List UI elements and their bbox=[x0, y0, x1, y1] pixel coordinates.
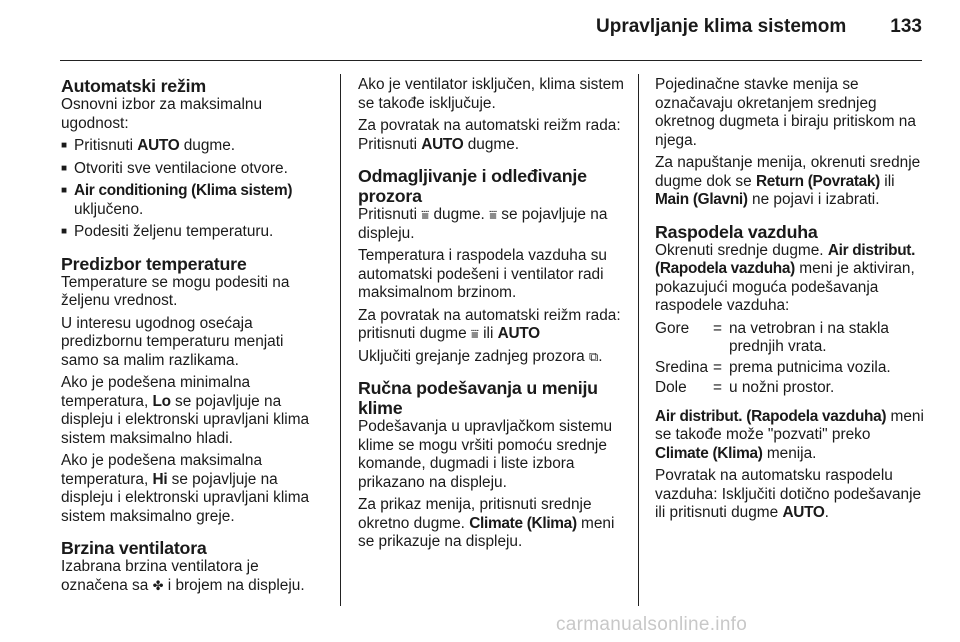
table-value: u nožni prostor. bbox=[729, 379, 835, 396]
list-item: ■ Podesiti željenu temperaturu. bbox=[61, 223, 323, 242]
text: ili bbox=[880, 172, 895, 190]
column-divider-2 bbox=[638, 74, 639, 606]
table-key: Gore bbox=[655, 319, 690, 337]
table-key: Sredina bbox=[655, 358, 709, 376]
paragraph bbox=[61, 452, 323, 526]
text: Za povratak na automatski reižm rada: Pritisnuti bbox=[358, 117, 621, 153]
column-1 bbox=[61, 76, 323, 599]
list-item bbox=[61, 182, 323, 219]
text: Povratak na automatsku raspodelu vazduha: Isključiti dotično podešavanje ili pritisnuti dugme bbox=[655, 467, 922, 521]
text: ili bbox=[478, 325, 498, 342]
text: menija. bbox=[762, 444, 817, 462]
paragraph bbox=[655, 467, 925, 523]
text: Za povratak na automatski reižm rada: pritisnuti dugme bbox=[358, 306, 621, 342]
text: se pojavljuje na displeju i elektronski upravljani klima sistem maksimalno greje. bbox=[61, 470, 310, 525]
text-bold: Air conditioning (Klima sistem) bbox=[74, 182, 293, 199]
paragraph: U interesu ugodnog osećaja predizbornu temperaturu menjati samo sa malim razlikama. bbox=[61, 314, 284, 369]
defrost-icon: ⩸ bbox=[489, 207, 497, 222]
text-bold: Air distribut. (Rapodela vazduha) bbox=[655, 407, 887, 425]
text-bold: Hi bbox=[152, 470, 168, 488]
text: Uključiti grejanje zadnjeg prozora bbox=[358, 347, 589, 365]
paragraph bbox=[655, 408, 925, 464]
table-key: Dole bbox=[655, 379, 687, 396]
text-bold: AUTO bbox=[137, 137, 180, 154]
page-number: 133 bbox=[890, 16, 922, 37]
heading-brzina-ventilatora: Brzina ventilatora bbox=[61, 538, 207, 558]
paragraph: Temperatura i raspodela vazduha su automatski podešeni i ventilator radi maksimalnom brzinom. bbox=[358, 247, 607, 301]
text-bold: Return (Povratak) bbox=[755, 172, 881, 190]
text: meni je aktiviran, pokazujući moguća podešavanja raspodele vazduha: bbox=[655, 260, 915, 314]
text: Izabrana brzina ventilatora je označena sa bbox=[61, 558, 259, 594]
text-bold: Lo bbox=[152, 392, 171, 410]
text-bold: AUTO bbox=[421, 135, 464, 153]
defrost-icon: ⩸ bbox=[470, 326, 479, 341]
paragraph bbox=[61, 558, 323, 595]
text: uključeno. bbox=[74, 200, 144, 218]
heading-rucna-podesavanja: Ručna podešavanja u meniju klime bbox=[358, 378, 598, 418]
paragraph: Temperature se mogu podesiti na željenu vrednost. bbox=[61, 273, 290, 309]
text-bold: Main (Glavni) bbox=[655, 191, 748, 208]
text: Okrenuti srednje dugme. bbox=[655, 241, 828, 259]
table-value: na vetrobran i na stakla prednjih vrata. bbox=[729, 319, 889, 355]
table-eq: = bbox=[713, 319, 722, 337]
heading-raspodela-vazduha: Raspodela vazduha bbox=[655, 221, 818, 242]
defrost-icon: ⩸ bbox=[421, 207, 430, 222]
rear-window-heating-icon: ⧉ bbox=[588, 348, 599, 364]
air-distribution-table bbox=[655, 320, 925, 398]
text: dugme. bbox=[463, 135, 520, 153]
text-bold: AUTO bbox=[497, 325, 540, 342]
heading-odmagljivanje: Odmagljivanje i odleđivanje prozora bbox=[358, 166, 587, 206]
text: Pritisnuti bbox=[74, 137, 138, 154]
text: dugme. bbox=[429, 206, 490, 223]
text: . bbox=[598, 347, 603, 365]
text-bold: Climate (Klima) bbox=[655, 444, 763, 462]
paragraph: Pojedinačne stavke menija se označavaju okretanjem srednjeg okretnog dugmeta i biraju pritiskom na njega. bbox=[655, 76, 916, 149]
heading-predizbor-temperature: Predizbor temperature bbox=[61, 253, 247, 274]
text-bold: AUTO bbox=[782, 504, 825, 521]
text: Ako je podešena maksimalna temperatura, bbox=[61, 452, 263, 488]
paragraph bbox=[61, 374, 323, 448]
list-item: ■ Otvoriti sve ventilacione otvore. bbox=[61, 160, 323, 179]
text: ne pojavi i izabrati. bbox=[747, 191, 880, 208]
column-2 bbox=[358, 76, 624, 556]
page-title: Upravljanje klima sistemom bbox=[596, 16, 847, 37]
text: se pojavljuje na displeju i elektronski upravljani klima sistem maksimalno hladi. bbox=[61, 392, 310, 447]
text: Za prikaz menija, pritisnuti srednje okretno dugme. bbox=[358, 496, 592, 532]
paragraph bbox=[655, 154, 925, 210]
paragraph bbox=[358, 348, 624, 367]
paragraph: Osnovni izbor za maksimalnu ugodnost: bbox=[61, 96, 263, 132]
text: Ako je podešena minimalna temperatura, bbox=[61, 374, 251, 410]
text: meni se takođe može "pozvati" preko bbox=[655, 407, 924, 443]
text: . bbox=[824, 504, 829, 521]
list-item bbox=[61, 137, 323, 156]
text: se pojavljuje na displeju. bbox=[358, 206, 608, 242]
table-eq: = bbox=[713, 379, 722, 396]
paragraph bbox=[358, 307, 624, 344]
paragraph bbox=[358, 206, 624, 243]
table-eq: = bbox=[713, 358, 722, 376]
paragraph bbox=[358, 117, 624, 154]
fan-icon: ✤ bbox=[152, 577, 164, 593]
table-value: prema putnicima vozila. bbox=[729, 358, 891, 376]
paragraph: Podešavanja u upravljačkom sistemu klime se mogu vršiti pomoću srednje komande, dugmadi i liste izbora prikazano na displeju. bbox=[358, 418, 613, 491]
column-divider-1 bbox=[340, 74, 341, 606]
paragraph bbox=[358, 496, 624, 552]
heading-automatski-rezim: Automatski režim bbox=[61, 76, 207, 96]
text-bold: Climate (Klima) bbox=[469, 514, 577, 532]
bullet-list bbox=[61, 137, 323, 242]
paragraph bbox=[655, 242, 925, 316]
watermark: carmanualsonline.info bbox=[556, 614, 748, 635]
text: Pritisnuti bbox=[358, 206, 422, 223]
header-rule bbox=[60, 60, 922, 61]
text: i brojem na displeju. bbox=[163, 576, 305, 594]
text-bold: Air distribut. (Rapodela vazduha) bbox=[655, 241, 916, 277]
page-header bbox=[0, 18, 922, 37]
text: meni se prikazuje na displeju. bbox=[358, 514, 615, 550]
text: dugme. bbox=[179, 137, 236, 154]
paragraph: Ako je ventilator isključen, klima sistem se takođe isključuje. bbox=[358, 76, 625, 112]
text: Za napuštanje menija, okrenuti srednje dugme dok se bbox=[655, 154, 921, 190]
column-3 bbox=[655, 76, 925, 527]
